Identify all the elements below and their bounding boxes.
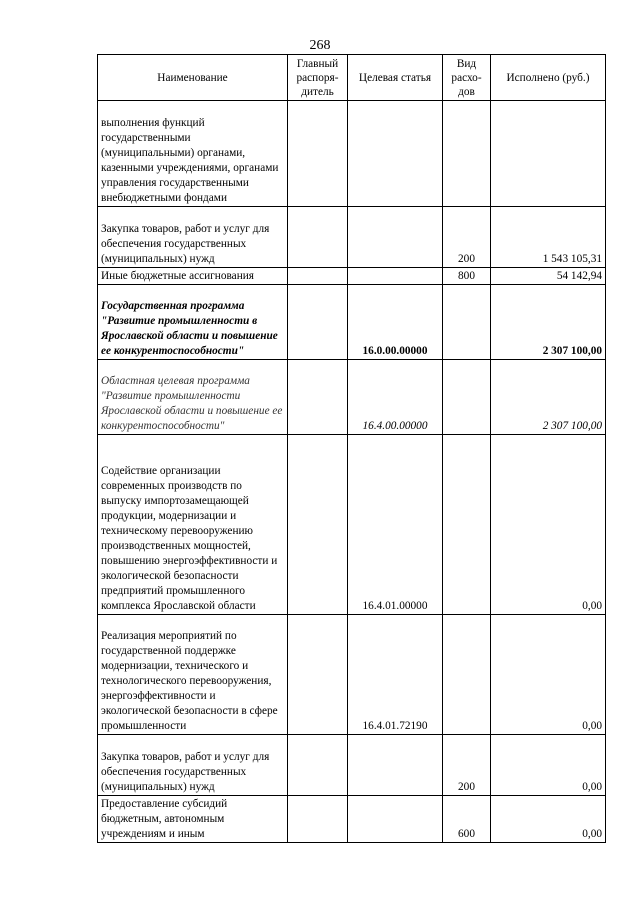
row-target: 16.4.00.00000: [348, 360, 443, 435]
row-type: 200: [443, 207, 491, 268]
row-name: Реализация мероприятий по государственной поддержке модернизации, технического и технологического перевооружения, энергоэффективности и экологической безопасности в сфере промышленности: [98, 615, 288, 735]
row-type: [443, 101, 491, 207]
header-target: Целевая статья: [348, 55, 443, 101]
row-name: Содействие организации современных производств по выпуску импортозамещающей продукции, модернизации и техническому перевооружению производственных мощностей, повышению энергоэффективности и экологической безопасности предприятий промышленного комплекса Ярославской области: [98, 435, 288, 615]
table-row: [98, 435, 606, 615]
row-manager: [288, 207, 348, 268]
table-row: [98, 285, 606, 360]
row-name: выполнения функций государственными (муниципальными) органами, казенными учреждениями, органами управления государственными внебюджетными фондами: [98, 101, 288, 207]
table-row: [98, 101, 606, 207]
row-type: [443, 285, 491, 360]
row-manager: [288, 285, 348, 360]
row-name: Закупка товаров, работ и услуг для обеспечения государственных (муниципальных) нужд: [98, 735, 288, 796]
row-amount: 1 543 105,31: [491, 207, 606, 268]
table-header-row: [98, 55, 606, 101]
row-target: [348, 796, 443, 843]
row-type: [443, 360, 491, 435]
table-row: [98, 735, 606, 796]
header-manager: Главный распоря-дитель: [288, 55, 348, 101]
row-target: [348, 207, 443, 268]
row-target: 16.0.00.00000: [348, 285, 443, 360]
row-target: [348, 735, 443, 796]
row-manager: [288, 268, 348, 285]
row-type: [443, 435, 491, 615]
row-target: 16.4.01.00000: [348, 435, 443, 615]
row-type: 600: [443, 796, 491, 843]
row-target: 16.4.01.72190: [348, 615, 443, 735]
row-amount: 0,00: [491, 435, 606, 615]
row-amount: 54 142,94: [491, 268, 606, 285]
table-row: [98, 796, 606, 843]
row-target: [348, 101, 443, 207]
row-name: Областная целевая программа "Развитие промышленности Ярославской области и повышение ее конкурентоспособности": [98, 360, 288, 435]
row-name: Иные бюджетные ассигнования: [98, 268, 288, 285]
row-amount: 0,00: [491, 735, 606, 796]
row-amount: 2 307 100,00: [491, 285, 606, 360]
row-type: [443, 615, 491, 735]
row-manager: [288, 615, 348, 735]
row-type: 800: [443, 268, 491, 285]
header-executed: Исполнено (руб.): [491, 55, 606, 101]
row-manager: [288, 796, 348, 843]
table-row: [98, 268, 606, 285]
page-number: 268: [309, 38, 331, 53]
budget-execution-table: [97, 54, 606, 843]
header-type: Вид расхо-дов: [443, 55, 491, 101]
row-amount: 0,00: [491, 796, 606, 843]
row-amount: 2 307 100,00: [491, 360, 606, 435]
row-amount: 0,00: [491, 615, 606, 735]
table-row: [98, 207, 606, 268]
row-name: Закупка товаров, работ и услуг для обеспечения государственных (муниципальных) нужд: [98, 207, 288, 268]
row-manager: [288, 101, 348, 207]
row-target: [348, 268, 443, 285]
table-row: [98, 360, 606, 435]
row-manager: [288, 735, 348, 796]
row-type: 200: [443, 735, 491, 796]
row-manager: [288, 435, 348, 615]
row-manager: [288, 360, 348, 435]
row-name: Предоставление субсидий бюджетным, автономным учреждениям и иным: [98, 796, 288, 843]
row-amount: [491, 101, 606, 207]
table-row: [98, 615, 606, 735]
header-name: Наименование: [98, 55, 288, 101]
row-name: Государственная программа "Развитие промышленности в Ярославской области и повышение ее конкурентоспособности": [98, 285, 288, 360]
